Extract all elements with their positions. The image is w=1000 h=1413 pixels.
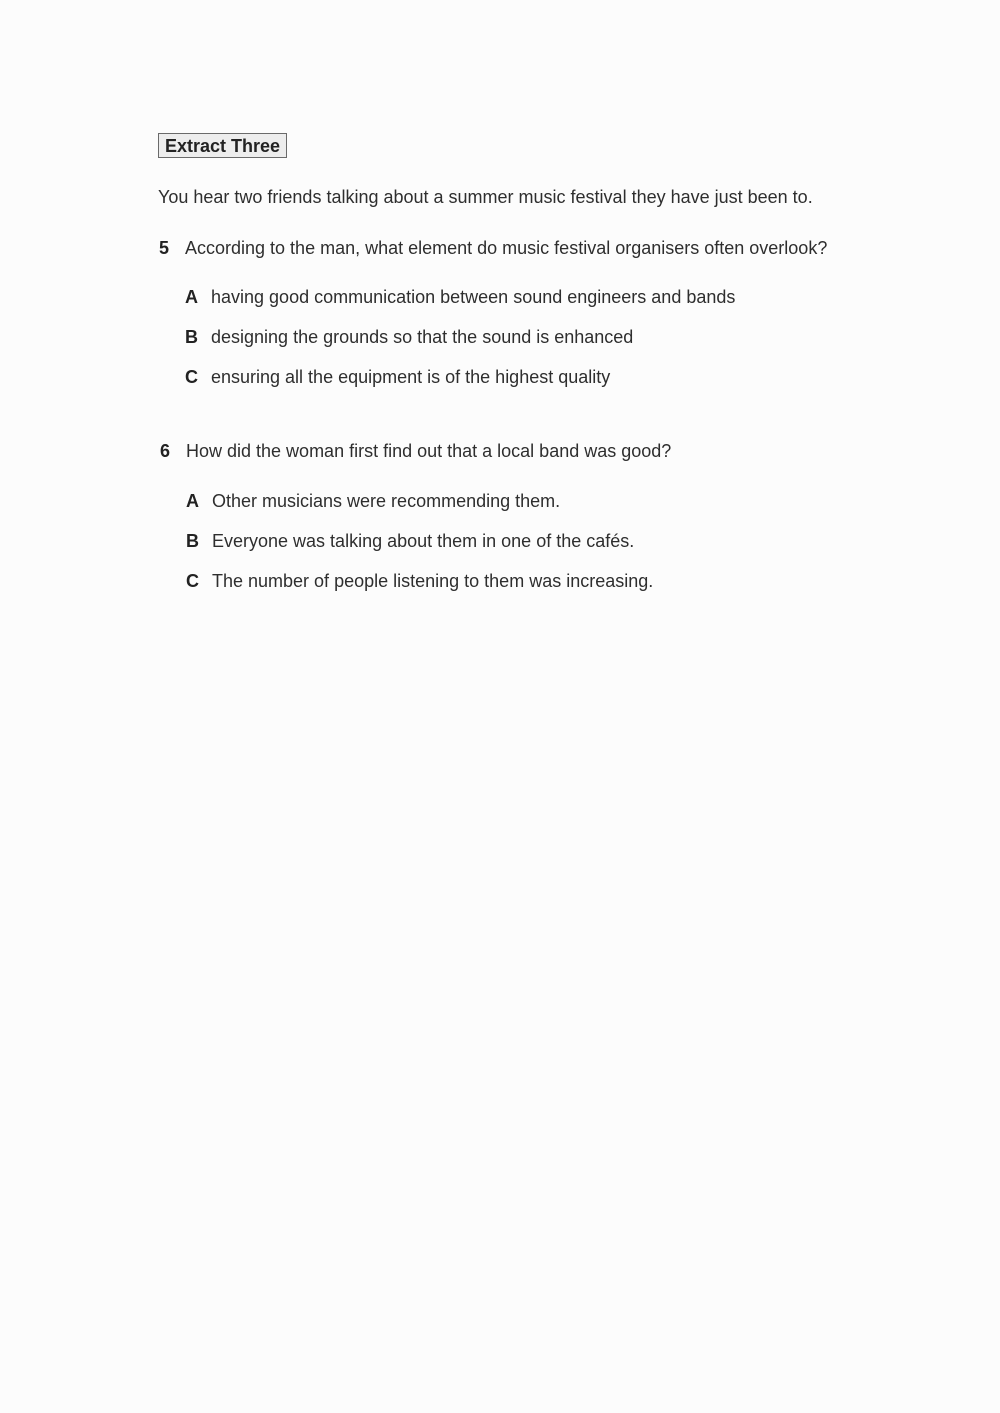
- option-text: having good communication between sound engineers and bands: [211, 287, 736, 307]
- extract-heading: Extract Three: [158, 133, 287, 158]
- question-number: 5: [159, 238, 170, 258]
- option-letter: A: [185, 287, 198, 307]
- question-6-option-b: [186, 530, 634, 552]
- option-letter: B: [186, 531, 199, 551]
- intro-text: You hear two friends talking about a summer music festival they have just been to.: [158, 187, 813, 207]
- option-text: Other musicians were recommending them.: [212, 491, 561, 511]
- question-5: [159, 237, 827, 259]
- question-text: According to the man, what element do music festival organisers often overlook?: [185, 238, 828, 258]
- option-text: designing the grounds so that the sound is enhanced: [211, 327, 634, 347]
- option-text: The number of people listening to them was increasing.: [212, 571, 654, 591]
- question-text: How did the woman first find out that a local band was good?: [186, 441, 672, 461]
- option-text: ensuring all the equipment is of the highest quality: [211, 367, 611, 387]
- option-letter: C: [185, 367, 198, 387]
- option-letter: C: [186, 571, 199, 591]
- option-text: Everyone was talking about them in one of the cafés.: [212, 531, 635, 551]
- question-5-option-b: [185, 326, 633, 348]
- question-5-option-a: [185, 286, 735, 308]
- question-number: 6: [160, 441, 171, 461]
- question-5-option-c: [185, 366, 610, 388]
- question-6: [160, 440, 671, 462]
- question-6-option-a: [186, 490, 560, 512]
- question-6-option-c: [186, 570, 653, 592]
- option-letter: A: [186, 491, 199, 511]
- option-letter: B: [185, 327, 198, 347]
